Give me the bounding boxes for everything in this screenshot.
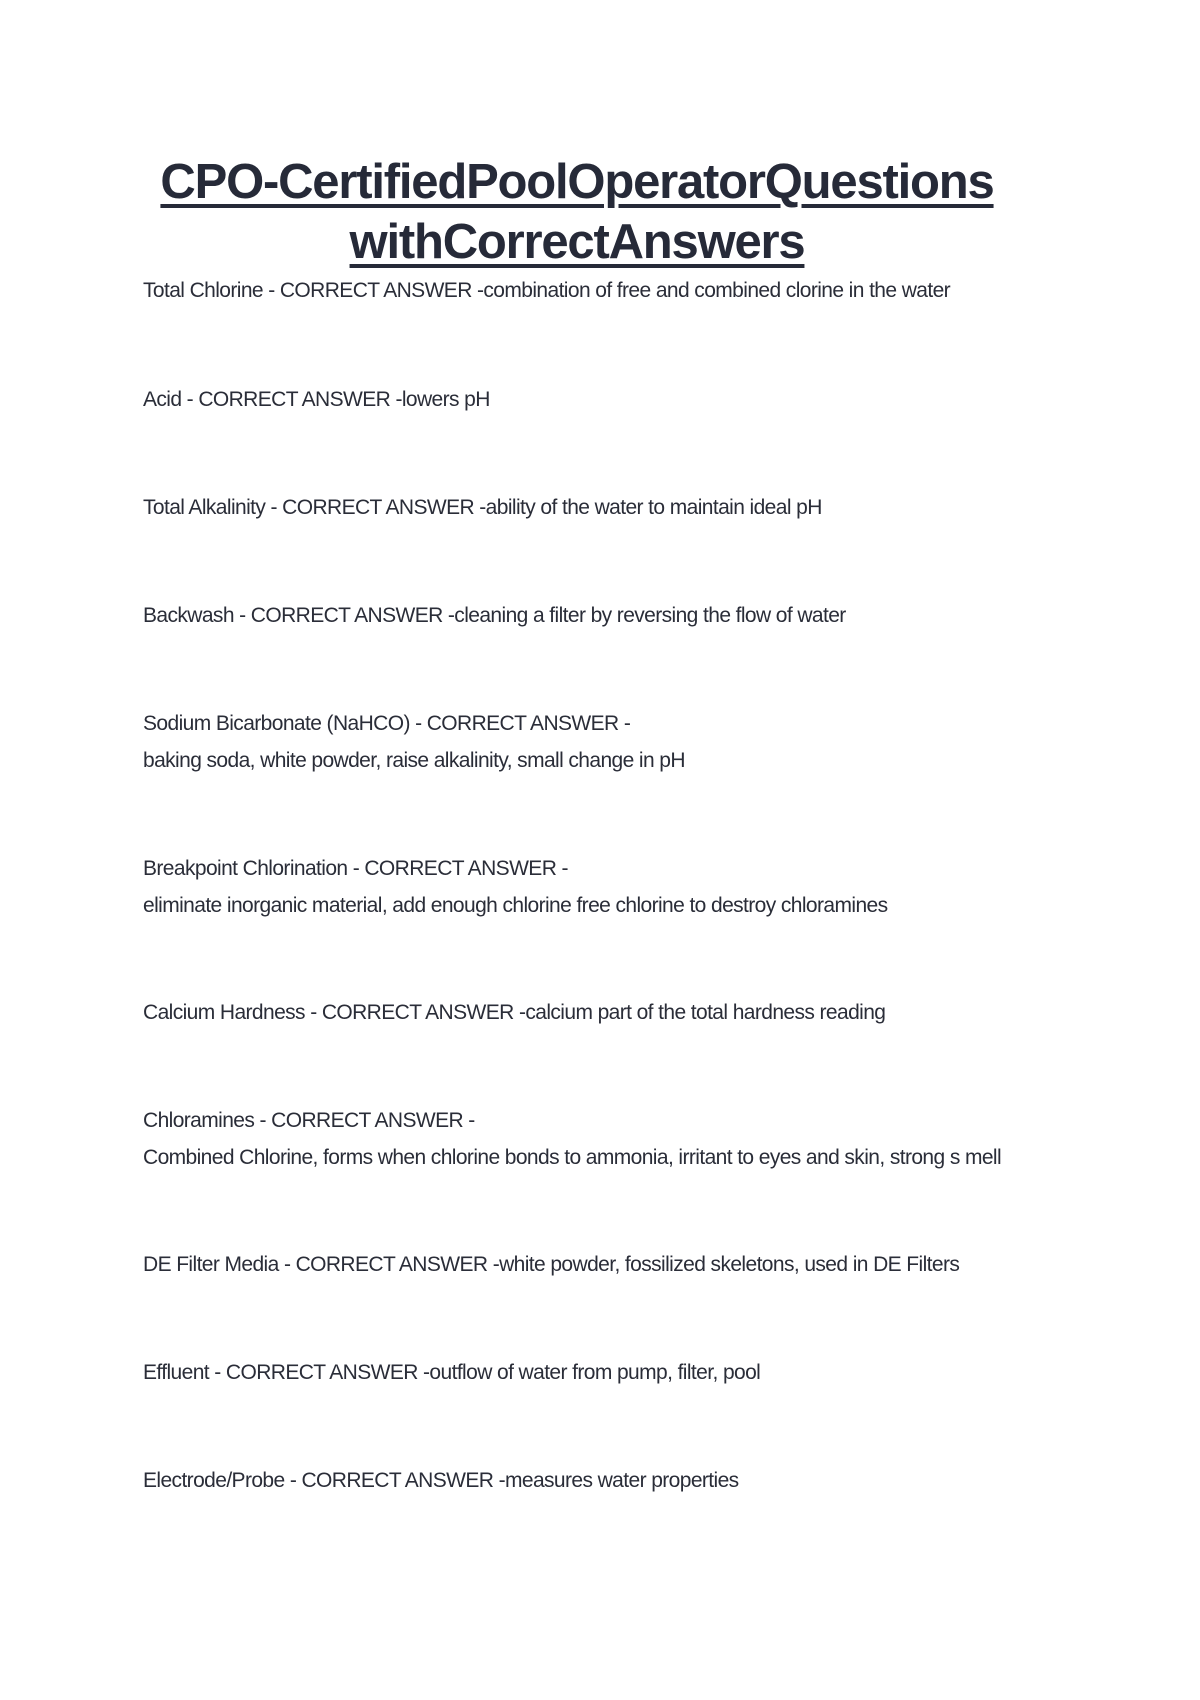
qa-entry-text: Backwash - CORRECT ANSWER -cleaning a filter by reversing the flow of water [143, 604, 846, 627]
qa-entry-text: Sodium Bicarbonate (NaHCO) - CORRECT ANSWER - [143, 712, 631, 735]
qa-entry-text: Breakpoint Chlorination - CORRECT ANSWER - [143, 857, 568, 880]
qa-entry-total-alkalinity [143, 489, 1143, 526]
qa-entry-acid [143, 381, 1143, 418]
qa-entry-de-filter-media [143, 1246, 1143, 1283]
qa-entry-text: DE Filter Media - CORRECT ANSWER -white powder, fossilized skeletons, used in DE Filters [143, 1253, 960, 1276]
qa-entry-text: Chloramines - CORRECT ANSWER - [143, 1109, 475, 1132]
qa-entry-answer-continued: baking soda, white powder, raise alkalinity, small change in pH [143, 749, 685, 772]
title-line-2: withCorrectAnswers [349, 215, 805, 269]
qa-entry-calcium-hardness [143, 994, 1143, 1031]
qa-entry-electrode-probe [143, 1462, 1143, 1499]
document-title [148, 152, 1006, 272]
qa-entry-total-chlorine [143, 272, 1143, 309]
qa-entry-text: Acid - CORRECT ANSWER -lowers pH [143, 388, 490, 411]
qa-entry-text: Electrode/Probe - CORRECT ANSWER -measures water properties [143, 1469, 739, 1492]
qa-entry-answer-continued: eliminate inorganic material, add enough chlorine free chlorine to destroy chloramines [143, 894, 888, 917]
title-line-1: CPO-CertifiedPoolOperatorQuestions [160, 155, 994, 209]
qa-entry-effluent [143, 1354, 1143, 1391]
qa-entry-text: Effluent - CORRECT ANSWER -outflow of water from pump, filter, pool [143, 1361, 761, 1384]
qa-entry-sodium-bicarbonate [143, 705, 1143, 779]
qa-entry-text: Calcium Hardness - CORRECT ANSWER -calcium part of the total hardness reading [143, 1001, 886, 1024]
qa-entry-breakpoint-chlorination [143, 850, 1143, 924]
qa-entry-backwash [143, 597, 1143, 634]
qa-entry-text: Total Chlorine - CORRECT ANSWER -combination of free and combined clorine in the water [143, 279, 951, 302]
qa-entry-text: Total Alkalinity - CORRECT ANSWER -ability of the water to maintain ideal pH [143, 496, 822, 519]
qa-entry-answer-continued: Combined Chlorine, forms when chlorine bonds to ammonia, irritant to eyes and skin, strong s mell [143, 1146, 1002, 1169]
qa-entry-chloramines [143, 1102, 1143, 1176]
